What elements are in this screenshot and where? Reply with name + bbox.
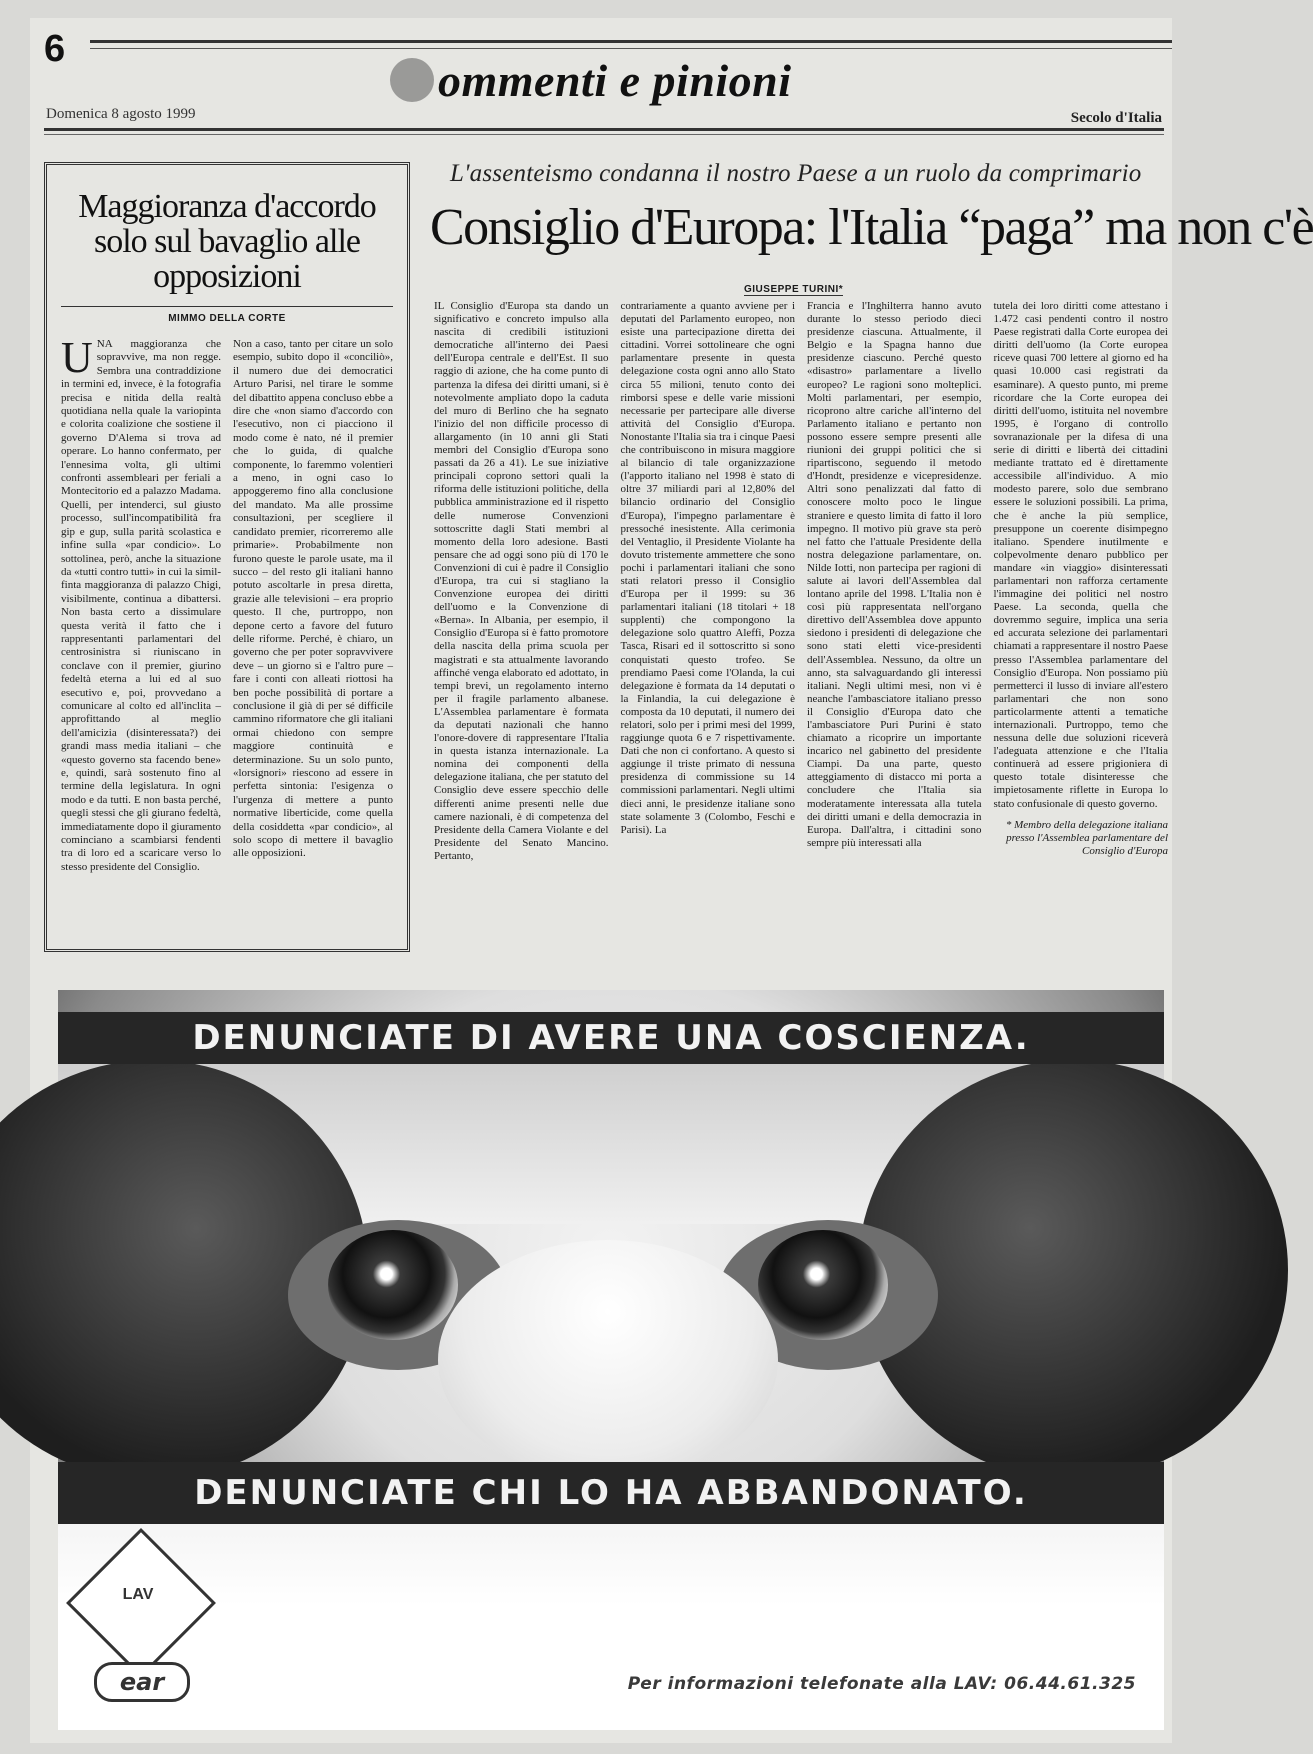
issue-date: Domenica 8 agosto 1999 [46,106,196,122]
dog-eye-right [758,1230,888,1340]
main-article-column-2: contrariamente a quanto avviene per i deputati del Parlamento europeo, non esiste una partecipazione diretta dei cittadini. Vorrei sottolineare che ogni parlamentare presente in questa delegazione costa ogni anno allo Stato circa 55 milioni, tenuto conto dei rimborsi spese e delle varie missioni necessarie per partecipare alle diverse attività del Consiglio d'Europa. Nonostante l'Italia sia tra i cinque Paesi che contribuiscono in misura maggiore al bilancio di tale organizzazione (l'apporto italiano nel 1998 è stato di oltre 37 miliardi pari al 12,80% del bilancio ordinario del Consiglio d'Europa), l'impegno parlamentare è pressoché inesistente. Alla cerimonia del Ventaglio, il Presidente Violante ha dovuto tristemente ammettere che sono pochi i parlamentari italiani che sono stati relatori presso il Consiglio d'Europa per il 1999: su 36 parlamentari italiani (18 titolari + 18 supplenti) che compongono la delegazione solo quattro Aleffi, Pozza Tasca, Risari ed il sottoscritto si sono conquistati questo trofeo. Se prendiamo Paesi come l'Olanda, la cui delegazione è formata da 14 deputati o la Finlandia, la cui delegazione è composta da 10 deputati, il numero dei relatori, solo per i primi mesi del 1999, raggiunge quota 6 e 7 rispettivamente. Dati che non ci confortano. A questo si aggiunge il triste primato di nessuna presidenza di commissione su 14 commissioni parlamentari. Negli ultimi dieci anni, le presidenze italiane sono state solamente 3 (Colombo, Feschi e Parisi). La [620,300,795,836]
section-title [390,54,792,107]
lav-advertisement [58,990,1164,1730]
main-article-columns [434,300,1168,950]
newspaper-page [30,18,1313,1743]
ad-footer-area [58,1524,1164,1730]
ad-headline-bottom: DENUNCIATE CHI LO HA ABBANDONATO. [58,1462,1164,1524]
author-footnote: * Membro della delegazione italiana presso l'Assemblea parlamentare del Consiglio d'Europa [1005,818,1168,857]
left-article-text-1: NA maggioranza che sopravvive, ma non regge. Sembra una contraddizione in termini ed, invece, è la fotografia precisa e nitida della realtà quotidiana nella quale la variopinta e colorita coalizione che sostiene il governo D'Alema si trova ad operare. Lo hanno confermato, per l'ennesima volta, gli ultimi confronti assembleari per feriali a Montecitorio ed a palazzo Madama. Quelli, per intenderci, sul giusto processo, sull'incompatibilità fra gip e gup, sulla parità scolastica e infine sulla «par condicio». Lo sottolinea, però, anche la situazione da «tutti contro tutti» in cui la simil-finta maggioranza di palazzo Chigi, visibilmente, continua a dibattersi. Non basta certo a dissimulare questa verità il fatto che i rappresentanti parlamentari del centrosinistra si riuniscano in conclave con il premier, giurino fedeltà eterna a lui ed al suo esecutivo e, poi, provvedano a comunicare al colto ed all'inclita – approfittando al meglio dell'amicizia (disinteressata?) dei grandi mass media italiani – che «questo governo sta facendo bene» e, quindi, sarà sostenuto fino al termine della legislatura. In ogni modo e da tutti. E non basta perché, quegli stessi che gli giurano fedeltà, immediatamente dopo il giuramento cominciano a scambiarsi fendenti tra di loro ed a scaricare verso lo stesso presidente del Consiglio. [61,338,221,873]
top-rule-thin [90,48,1172,49]
masthead-name: Secolo d'Italia [1070,110,1162,126]
dropcap: U [61,333,93,382]
section-title-text: ommenti e pinioni [438,55,792,106]
left-article-rule [61,306,393,307]
main-article-author: GIUSEPPE TURINI* [744,284,844,295]
header-rule-thin [44,134,1164,135]
ear-logo: ear [94,1662,190,1702]
main-article-column-4 [994,300,1169,950]
main-article-column-3: Francia e l'Inghilterra hanno avuto durante lo stesso periodo dieci presidenze ciascuna. Attualmente, il Belgio e la Spagna hanno due presidenze ciascuno. Perché questo «disastro» parlamentare a livello europeo? Le ragioni sono molteplici. Molti parlamentari, per esempio, ricoprono altre cariche all'interno del Parlamento italiano e pertanto non possono essere sempre presenti alle riunioni dei gruppi politici che si ripartiscono, seguendo il metodo d'Hondt, presidenze e vicepresidenze. Altri sono penalizzati dal fatto di conoscere molto poco le lingue straniere e questo limita di fatto il loro impegno. Il motivo più grave sta però nel fatto che l'attuale Presidente della nostra delegazione parlamentare, on. Nilde Iotti, non partecipa per ragioni di salute ai lavori dell'Assemblea dal lontano aprile del 1998. L'Italia non è così più rappresentata nell'organo direttivo dell'Assemblea dove appunto siedono i presidenti di delegazione che sono stati eletti vice-presidenti dell'Assemblea. Nessuno, da oltre un anno, sta salvaguardando gli interessi italiani. Negli ultimi mesi, non vi è neanche l'ambasciatore italiano presso il Consiglio d'Europa dato che l'ambasciatore Puri Purini è stato chiamato a ricoprire un importante incarico nel gabinetto del presidente Ciampi. Da una parte, questo atteggiamento di distacco mi porta a concludere che l'Italia sia moderatamente interessata alla tutela dei diritti umani e della democrazia in Europa. Dall'altra, i cittadini sono sempre più interessati alla [807,300,982,849]
dog-snout [438,1240,778,1480]
ad-phone-line: Per informazioni telefonate alla LAV: 06.44.61.325 [627,1674,1136,1694]
main-article-kicker: L'assenteismo condanna il nostro Paese a un ruolo da comprimario [450,160,1142,187]
section-logo-circle [390,58,434,102]
ad-headline-top: DENUNCIATE DI AVERE UNA COSCIENZA. [58,1012,1164,1064]
header-rule [44,128,1164,131]
main-article-title: Consiglio d'Europa: l'Italia “paga” ma non c'è [430,199,1313,256]
left-article-column-2: Non a caso, tanto per citare un solo esempio, subito dopo il «conciliò», il numero due dei democratici Arturo Parisi, nel tirare le somme del dibattito appena concluso ebbe a dire che «non siamo d'accordo con l'esecutivo, non ci piacciono il modo come è nato, né il premier che lo guida, di qualche componente, lo faremmo volentieri a meno, in ogni caso lo appoggeremo fino alla conclusione del mandato. Ma alle prossime consultazioni, per scegliere il candidato premier, ricorreremo alle primarie». Probabilmente non furono queste le parole usate, ma il succo – del resto gli italiani hanno potuto ascoltarle in presa diretta, grazie alle televisioni – era proprio questo. Il che, purtroppo, non depone certo a favore del futuro delle riforme. Perché, è chiaro, un governo che per poter sopravvivere deve – un giorno sì e l'altro pure – fare i conti con alleati riottosi ha ben poche possibilità di portare a conclusione il già di per sé difficile cammino riformatore che gli italiani ormai chiedono con sempre maggiore continuità e determinazione. Su un solo punto, «lorsignori» riescono ad essere in perfetta sintonia: l'esigenza o l'urgenza di mettere a punto normative liberticide, come quella della cosiddetta «par condicio», al solo scopo di mettere il bavaglio alle opposizioni. [233,338,393,860]
left-article-box [44,162,410,952]
page-number: 6 [44,28,66,70]
left-article-columns [61,333,393,928]
dog-eye-left [328,1230,458,1340]
main-article-text-4: tutela dei loro diritti come attestano i 1.472 casi pendenti contro il nostro Paese registrati dalla Corte europea dei diritti dell'uomo (la Corte europea riceve quasi 700 lettere al giorno ed ha quasi 10.000 casi registrati da esaminare). A questo punto, mi preme ricordare che la Corte europea dei diritti dell'uomo, istituita nel novembre 1995, è l'organo di controllo sovranazionale per la difesa di una serie di diritti e libertà dei cittadini mediante trattato ed è direttamente accessibile all'individuo. A mio modesto parere, solo due sembrano essere le soluzioni possibili. La prima, che è anche la più semplice, presuppone un coerente disimpegno italiano. Spendere inutilmente e colpevolmente denaro pubblico per mandare «in viaggio» disinteressati parlamentari non rafforza certamente l'immagine dei politici nel nostro Paese. La seconda, quella che dovremmo seguire, implica una seria ed accurata selezione dei parlamentari chiamati a rappresentare il nostro Paese presso l'Assemblea parlamentare del Consiglio d'Europa. Non possiamo più permetterci il lusso di inviare all'estero parlamentari che non sono particolarmente attenti a tematiche internazionali. Purtroppo, temo che nessuna delle due soluzioni riceverà l'adeguata attenzione e che l'Italia continuerà ad essere prigioniera di questo totale disinteresse che impietosamente riflette in Europa lo stato confusionale di questo governo. [993,300,1168,810]
left-article-author: MIMMO DELLA CORTE [168,313,286,324]
main-article-column-1: IL Consiglio d'Europa sta dando un significativo e concreto impulso alla nascita di credibili istituzioni democratiche all'interno dei Paesi dell'Europa centrale e dell'Est. Il suo raggio di azione, che ha come punto di partenza la difesa dei diritti umani, si è notevolmente ampliato dopo la caduta del muro di Berlino che ha segnato l'inizio del non difficile processo di allargamento (in 10 anni gli Stati membri del Consiglio d'Europa sono passati da 26 a 41). Le sue iniziative principali coprono settori quali la riforma delle istituzioni politiche, della pubblica amministrazione ed il rispetto delle numerose Convenzioni sottoscritte dagli Stati membri al momento della loro adesione. Basti pensare che ad oggi sono più di 170 le Convenzioni di cui è padre il Consiglio d'Europa, tra cui si stagliano la Convenzione europea dei diritti dell'uomo e la Convenzione di «Berna». In Albania, per esempio, il Consiglio d'Europa si è fatto promotore della nascita della prima scuola per magistrati e sta attualmente lavorando affinché venga elaborato ed adottato, in tempi brevi, un regolamento interno per il fragile parlamento albanese. L'Assemblea parlamentare è formata da deputati nazionali che hanno l'onore-dovere di rappresentare l'Italia in questa istanza internazionale. La nomina dei componenti della delegazione italiana, che per statuto del Consiglio deve essere specchio delle differenti anime presenti nelle due camere nazionali, è di competenza del Presidente della Camera Violante e del Presidente del Senato Mancino. Pertanto, [434,300,609,862]
left-article-title: Maggioranza d'accordo solo sul bavaglio alle opposizioni [78,188,376,295]
lav-logo-text: LAV [122,1586,154,1603]
top-rule [90,40,1172,43]
left-article-column-1 [61,333,221,928]
